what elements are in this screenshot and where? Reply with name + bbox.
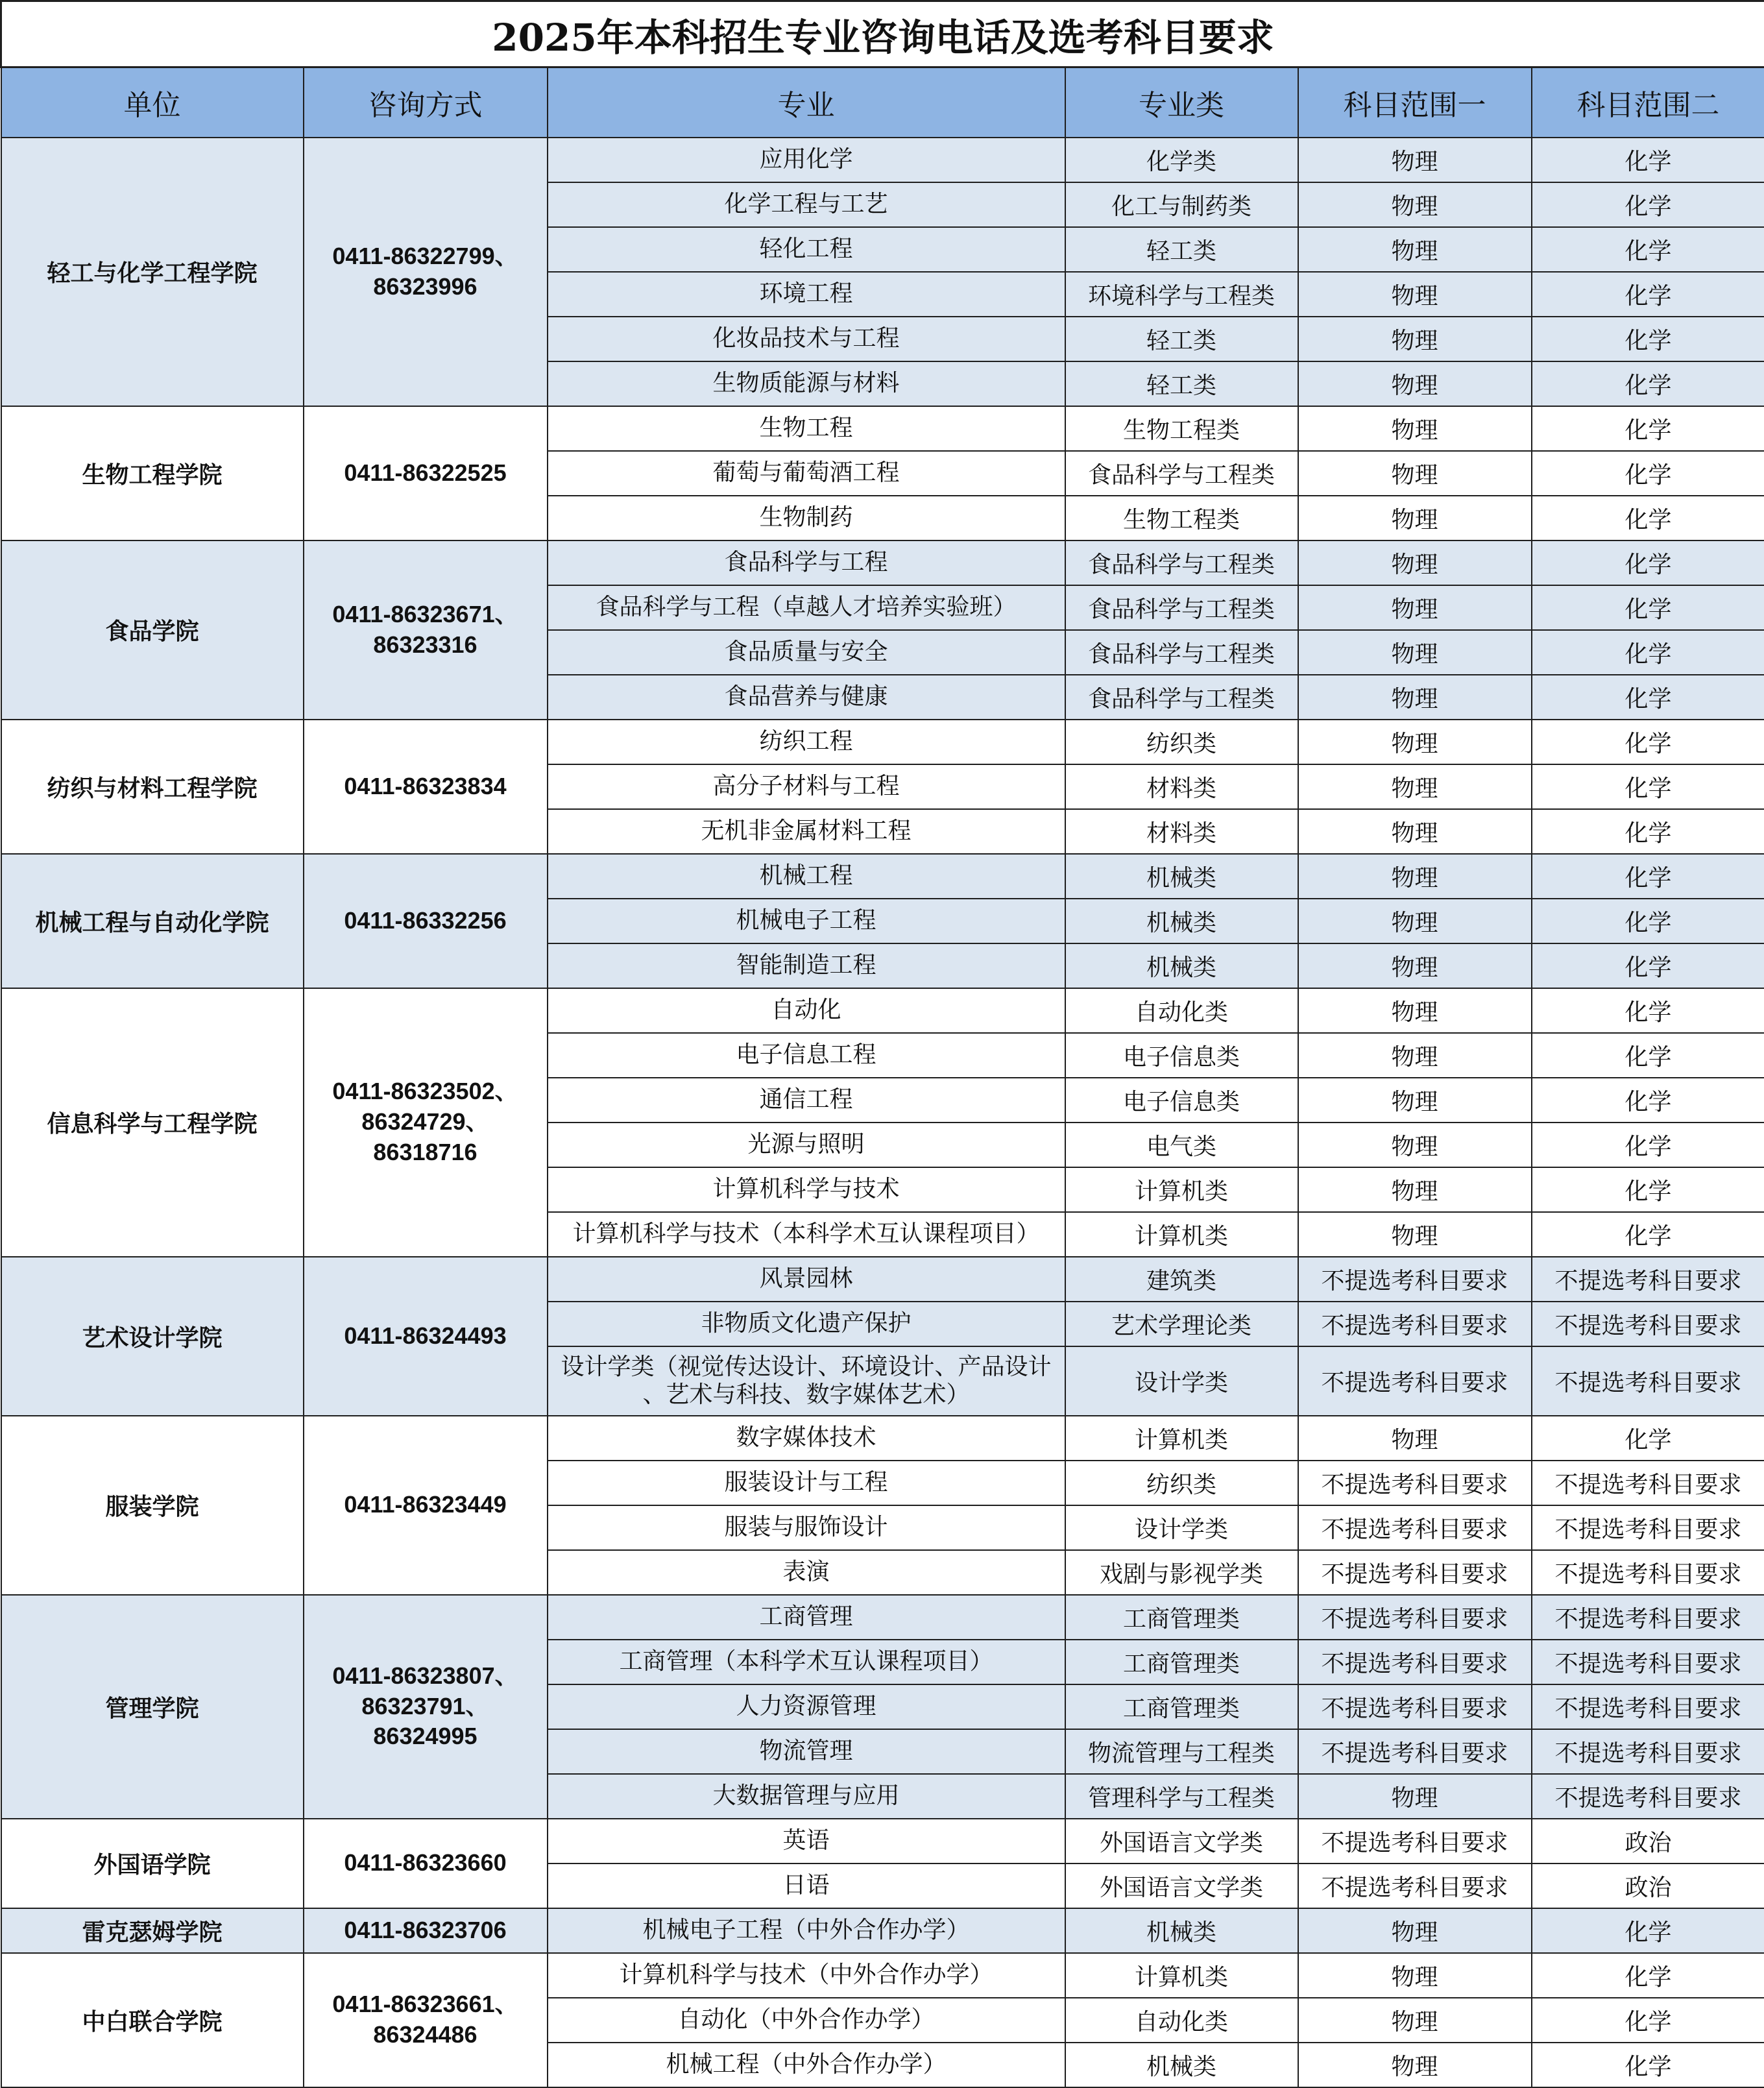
table-row bbox=[1, 1953, 1764, 1998]
major-cell: 通信工程 bbox=[548, 1078, 1065, 1123]
subject-2-cell: 化学 bbox=[1532, 496, 1764, 540]
major-cell: 食品质量与安全 bbox=[548, 630, 1065, 675]
subject-1-cell: 物理 bbox=[1298, 406, 1532, 451]
subject-1-cell: 物理 bbox=[1298, 227, 1532, 272]
phone-cell bbox=[304, 1595, 548, 1819]
subject-1-cell: 物理 bbox=[1298, 540, 1532, 585]
major-cell: 纺织工程 bbox=[548, 720, 1065, 764]
category-cell: 管理科学与工程类 bbox=[1065, 1774, 1298, 1819]
category-cell: 计算机类 bbox=[1065, 1416, 1298, 1461]
major-cell: 日语 bbox=[548, 1863, 1065, 1908]
subject-1-cell: 不提选考科目要求 bbox=[1298, 1684, 1532, 1729]
subject-2-cell: 化学 bbox=[1532, 540, 1764, 585]
phone-number: 86323996 bbox=[308, 272, 543, 302]
category-cell: 食品科学与工程类 bbox=[1065, 630, 1298, 675]
table-row bbox=[1, 1416, 1764, 1461]
phone-number: 0411-86323834 bbox=[308, 771, 543, 802]
subject-1-cell: 不提选考科目要求 bbox=[1298, 1595, 1532, 1640]
phone-number: 0411-86323671、 bbox=[308, 600, 543, 630]
subject-2-cell: 化学 bbox=[1532, 361, 1764, 406]
subject-2-cell: 化学 bbox=[1532, 317, 1764, 361]
subject-1-cell: 物理 bbox=[1298, 585, 1532, 630]
category-cell: 艺术学理论类 bbox=[1065, 1302, 1298, 1346]
phone-cell bbox=[304, 540, 548, 720]
subject-2-cell: 化学 bbox=[1532, 899, 1764, 943]
major-cell: 智能制造工程 bbox=[548, 943, 1065, 988]
subject-2-cell: 化学 bbox=[1532, 988, 1764, 1033]
major-cell: 机械电子工程 bbox=[548, 899, 1065, 943]
category-cell: 计算机类 bbox=[1065, 1212, 1298, 1257]
subject-1-cell: 物理 bbox=[1298, 182, 1532, 227]
phone-number: 0411-86322525 bbox=[308, 458, 543, 489]
major-cell: 数字媒体技术 bbox=[548, 1416, 1065, 1461]
category-cell: 外国语言文学类 bbox=[1065, 1863, 1298, 1908]
subject-1-cell: 不提选考科目要求 bbox=[1298, 1505, 1532, 1550]
major-cell: 环境工程 bbox=[548, 272, 1065, 317]
subject-2-cell: 不提选考科目要求 bbox=[1532, 1550, 1764, 1595]
unit-cell: 生物工程学院 bbox=[1, 406, 304, 540]
subject-1-cell: 不提选考科目要求 bbox=[1298, 1461, 1532, 1505]
subject-2-cell: 政治 bbox=[1532, 1819, 1764, 1863]
category-cell: 轻工类 bbox=[1065, 317, 1298, 361]
major-cell: 高分子材料与工程 bbox=[548, 764, 1065, 809]
major-cell: 机械工程 bbox=[548, 854, 1065, 899]
table-row bbox=[1, 854, 1764, 899]
table-row bbox=[1, 1257, 1764, 1302]
major-line: 设计学类（视觉传达设计、环境设计、产品设计 bbox=[552, 1353, 1061, 1381]
category-cell: 食品科学与工程类 bbox=[1065, 585, 1298, 630]
major-cell: 轻化工程 bbox=[548, 227, 1065, 272]
subject-1-cell: 物理 bbox=[1298, 675, 1532, 720]
major-cell: 表演 bbox=[548, 1550, 1065, 1595]
major-cell: 电子信息工程 bbox=[548, 1033, 1065, 1078]
subject-1-cell: 物理 bbox=[1298, 1212, 1532, 1257]
table-row bbox=[1, 1819, 1764, 1863]
subject-2-cell: 化学 bbox=[1532, 227, 1764, 272]
subject-1-cell: 物理 bbox=[1298, 272, 1532, 317]
subject-1-cell: 物理 bbox=[1298, 720, 1532, 764]
subject-1-cell: 物理 bbox=[1298, 138, 1532, 182]
subject-1-cell: 物理 bbox=[1298, 1416, 1532, 1461]
category-cell: 轻工类 bbox=[1065, 361, 1298, 406]
major-cell: 生物工程 bbox=[548, 406, 1065, 451]
phone-cell bbox=[304, 1908, 548, 1953]
category-cell: 食品科学与工程类 bbox=[1065, 451, 1298, 496]
subject-2-cell: 不提选考科目要求 bbox=[1532, 1774, 1764, 1819]
major-cell: 服装与服饰设计 bbox=[548, 1505, 1065, 1550]
subject-2-cell: 化学 bbox=[1532, 585, 1764, 630]
table-body bbox=[1, 138, 1764, 2087]
category-cell: 食品科学与工程类 bbox=[1065, 540, 1298, 585]
subject-2-cell: 不提选考科目要求 bbox=[1532, 1505, 1764, 1550]
subject-2-cell: 化学 bbox=[1532, 1953, 1764, 1998]
subject-2-cell: 化学 bbox=[1532, 1908, 1764, 1953]
subject-2-cell: 不提选考科目要求 bbox=[1532, 1684, 1764, 1729]
phone-number: 86318716 bbox=[308, 1137, 543, 1168]
subject-1-cell: 物理 bbox=[1298, 2043, 1532, 2087]
subject-1-cell: 不提选考科目要求 bbox=[1298, 1863, 1532, 1908]
subject-1-cell: 物理 bbox=[1298, 943, 1532, 988]
major-cell: 葡萄与葡萄酒工程 bbox=[548, 451, 1065, 496]
major-cell: 自动化（中外合作办学） bbox=[548, 1998, 1065, 2043]
category-cell: 生物工程类 bbox=[1065, 496, 1298, 540]
major-cell: 机械工程（中外合作办学） bbox=[548, 2043, 1065, 2087]
phone-number: 0411-86322799、 bbox=[308, 241, 543, 272]
subject-2-cell: 化学 bbox=[1532, 1998, 1764, 2043]
table-row bbox=[1, 540, 1764, 585]
major-cell: 大数据管理与应用 bbox=[548, 1774, 1065, 1819]
phone-number: 0411-86323706 bbox=[308, 1915, 543, 1946]
major-cell: 计算机科学与技术（中外合作办学） bbox=[548, 1953, 1065, 1998]
category-cell: 电子信息类 bbox=[1065, 1078, 1298, 1123]
subject-1-cell: 物理 bbox=[1298, 1998, 1532, 2043]
phone-number: 0411-86323449 bbox=[308, 1490, 543, 1520]
phone-number: 0411-86332256 bbox=[308, 906, 543, 936]
category-cell: 电气类 bbox=[1065, 1123, 1298, 1167]
subject-1-cell: 物理 bbox=[1298, 1908, 1532, 1953]
major-cell: 无机非金属材料工程 bbox=[548, 809, 1065, 854]
subject-2-cell: 化学 bbox=[1532, 1167, 1764, 1212]
phone-cell bbox=[304, 1819, 548, 1908]
subject-2-cell: 化学 bbox=[1532, 854, 1764, 899]
category-cell: 轻工类 bbox=[1065, 227, 1298, 272]
phone-cell bbox=[304, 406, 548, 540]
subject-2-cell: 不提选考科目要求 bbox=[1532, 1461, 1764, 1505]
category-cell: 物流管理与工程类 bbox=[1065, 1729, 1298, 1774]
category-cell: 外国语言文学类 bbox=[1065, 1819, 1298, 1863]
major-cell: 计算机科学与技术（本科学术互认课程项目） bbox=[548, 1212, 1065, 1257]
major-cell: 机械电子工程（中外合作办学） bbox=[548, 1908, 1065, 1953]
subject-1-cell: 物理 bbox=[1298, 361, 1532, 406]
subject-2-cell: 化学 bbox=[1532, 138, 1764, 182]
major-cell bbox=[548, 1346, 1065, 1416]
subject-2-cell: 不提选考科目要求 bbox=[1532, 1346, 1764, 1416]
subject-2-cell: 化学 bbox=[1532, 1123, 1764, 1167]
unit-cell: 机械工程与自动化学院 bbox=[1, 854, 304, 988]
subject-2-cell: 化学 bbox=[1532, 630, 1764, 675]
table-row bbox=[1, 406, 1764, 451]
subject-2-cell: 化学 bbox=[1532, 809, 1764, 854]
header-unit: 单位 bbox=[1, 67, 304, 138]
category-cell: 工商管理类 bbox=[1065, 1640, 1298, 1684]
category-cell: 设计学类 bbox=[1065, 1346, 1298, 1416]
category-cell: 纺织类 bbox=[1065, 720, 1298, 764]
category-cell: 材料类 bbox=[1065, 764, 1298, 809]
category-cell: 机械类 bbox=[1065, 943, 1298, 988]
category-cell: 计算机类 bbox=[1065, 1167, 1298, 1212]
header-major: 专业 bbox=[548, 67, 1065, 138]
subject-1-cell: 物理 bbox=[1298, 496, 1532, 540]
unit-cell: 食品学院 bbox=[1, 540, 304, 720]
major-cell: 生物质能源与材料 bbox=[548, 361, 1065, 406]
phone-cell bbox=[304, 720, 548, 854]
phone-number: 0411-86323661、 bbox=[308, 1989, 543, 2020]
category-cell: 电子信息类 bbox=[1065, 1033, 1298, 1078]
category-cell: 建筑类 bbox=[1065, 1257, 1298, 1302]
subject-2-cell: 不提选考科目要求 bbox=[1532, 1595, 1764, 1640]
subject-1-cell: 物理 bbox=[1298, 1033, 1532, 1078]
major-cell: 人力资源管理 bbox=[548, 1684, 1065, 1729]
page-title: 2025年本科招生专业咨询电话及选考科目要求 bbox=[1, 1, 1764, 67]
subject-1-cell: 物理 bbox=[1298, 1078, 1532, 1123]
category-cell: 自动化类 bbox=[1065, 988, 1298, 1033]
phone-number: 86324486 bbox=[308, 2020, 543, 2050]
subject-1-cell: 物理 bbox=[1298, 451, 1532, 496]
subject-2-cell: 化学 bbox=[1532, 720, 1764, 764]
subject-1-cell: 不提选考科目要求 bbox=[1298, 1550, 1532, 1595]
header-category: 专业类 bbox=[1065, 67, 1298, 138]
major-cell: 食品营养与健康 bbox=[548, 675, 1065, 720]
major-cell: 化学工程与工艺 bbox=[548, 182, 1065, 227]
subject-2-cell: 化学 bbox=[1532, 675, 1764, 720]
subject-1-cell: 物理 bbox=[1298, 1167, 1532, 1212]
major-cell: 光源与照明 bbox=[548, 1123, 1065, 1167]
subject-2-cell: 化学 bbox=[1532, 451, 1764, 496]
subject-1-cell: 不提选考科目要求 bbox=[1298, 1302, 1532, 1346]
category-cell: 食品科学与工程类 bbox=[1065, 675, 1298, 720]
subject-1-cell: 物理 bbox=[1298, 854, 1532, 899]
header-row bbox=[1, 67, 1764, 138]
major-cell: 英语 bbox=[548, 1819, 1065, 1863]
category-cell: 戏剧与影视学类 bbox=[1065, 1550, 1298, 1595]
category-cell: 机械类 bbox=[1065, 899, 1298, 943]
subject-1-cell: 物理 bbox=[1298, 809, 1532, 854]
subject-2-cell: 化学 bbox=[1532, 1033, 1764, 1078]
category-cell: 生物工程类 bbox=[1065, 406, 1298, 451]
unit-cell: 信息科学与工程学院 bbox=[1, 988, 304, 1257]
category-cell: 化学类 bbox=[1065, 138, 1298, 182]
subject-1-cell: 不提选考科目要求 bbox=[1298, 1346, 1532, 1416]
phone-number: 0411-86324493 bbox=[308, 1321, 543, 1352]
category-cell: 计算机类 bbox=[1065, 1953, 1298, 1998]
table-row bbox=[1, 988, 1764, 1033]
category-cell: 机械类 bbox=[1065, 2043, 1298, 2087]
category-cell: 机械类 bbox=[1065, 1908, 1298, 1953]
major-cell: 工商管理（本科学术互认课程项目） bbox=[548, 1640, 1065, 1684]
subject-2-cell: 不提选考科目要求 bbox=[1532, 1640, 1764, 1684]
subject-1-cell: 物理 bbox=[1298, 1774, 1532, 1819]
subject-2-cell: 化学 bbox=[1532, 1212, 1764, 1257]
category-cell: 机械类 bbox=[1065, 854, 1298, 899]
major-cell: 服装设计与工程 bbox=[548, 1461, 1065, 1505]
phone-number: 0411-86323502、 bbox=[308, 1076, 543, 1107]
unit-cell: 外国语学院 bbox=[1, 1819, 304, 1908]
phone-number: 0411-86323807、 bbox=[308, 1661, 543, 1692]
subject-2-cell: 化学 bbox=[1532, 182, 1764, 227]
major-cell: 风景园林 bbox=[548, 1257, 1065, 1302]
major-cell: 物流管理 bbox=[548, 1729, 1065, 1774]
subject-1-cell: 物理 bbox=[1298, 630, 1532, 675]
table-row bbox=[1, 1908, 1764, 1953]
subject-1-cell: 不提选考科目要求 bbox=[1298, 1729, 1532, 1774]
table-row bbox=[1, 1595, 1764, 1640]
phone-cell bbox=[304, 138, 548, 406]
category-cell: 自动化类 bbox=[1065, 1998, 1298, 2043]
subject-1-cell: 不提选考科目要求 bbox=[1298, 1819, 1532, 1863]
phone-cell bbox=[304, 1416, 548, 1595]
unit-cell: 雷克瑟姆学院 bbox=[1, 1908, 304, 1953]
subject-2-cell: 化学 bbox=[1532, 272, 1764, 317]
major-cell: 生物制药 bbox=[548, 496, 1065, 540]
unit-cell: 管理学院 bbox=[1, 1595, 304, 1819]
header-subject-1: 科目范围一 bbox=[1298, 67, 1532, 138]
header-subject-2: 科目范围二 bbox=[1532, 67, 1764, 138]
major-cell: 应用化学 bbox=[548, 138, 1065, 182]
major-cell: 自动化 bbox=[548, 988, 1065, 1033]
subject-1-cell: 不提选考科目要求 bbox=[1298, 1640, 1532, 1684]
subject-2-cell: 化学 bbox=[1532, 943, 1764, 988]
header-contact: 咨询方式 bbox=[304, 67, 548, 138]
table-row bbox=[1, 720, 1764, 764]
subject-2-cell: 化学 bbox=[1532, 764, 1764, 809]
table-row bbox=[1, 138, 1764, 182]
subject-1-cell: 物理 bbox=[1298, 988, 1532, 1033]
major-cell: 计算机科学与技术 bbox=[548, 1167, 1065, 1212]
major-cell: 化妆品技术与工程 bbox=[548, 317, 1065, 361]
phone-cell bbox=[304, 1953, 548, 2087]
major-cell: 食品科学与工程 bbox=[548, 540, 1065, 585]
major-cell: 非物质文化遗产保护 bbox=[548, 1302, 1065, 1346]
category-cell: 环境科学与工程类 bbox=[1065, 272, 1298, 317]
subject-1-cell: 不提选考科目要求 bbox=[1298, 1257, 1532, 1302]
phone-number: 86323791、 bbox=[308, 1692, 543, 1722]
subject-2-cell: 政治 bbox=[1532, 1863, 1764, 1908]
category-cell: 工商管理类 bbox=[1065, 1595, 1298, 1640]
major-line: 、艺术与科技、数字媒体艺术） bbox=[552, 1381, 1061, 1409]
phone-cell bbox=[304, 1257, 548, 1416]
major-cell: 工商管理 bbox=[548, 1595, 1065, 1640]
subject-2-cell: 化学 bbox=[1532, 406, 1764, 451]
subject-2-cell: 化学 bbox=[1532, 2043, 1764, 2087]
major-cell: 食品科学与工程（卓越人才培养实验班） bbox=[548, 585, 1065, 630]
subject-2-cell: 不提选考科目要求 bbox=[1532, 1729, 1764, 1774]
unit-cell: 中白联合学院 bbox=[1, 1953, 304, 2087]
subject-1-cell: 物理 bbox=[1298, 1123, 1532, 1167]
phone-number: 0411-86323660 bbox=[308, 1848, 543, 1878]
subject-1-cell: 物理 bbox=[1298, 317, 1532, 361]
category-cell: 材料类 bbox=[1065, 809, 1298, 854]
phone-number: 86324995 bbox=[308, 1721, 543, 1752]
category-cell: 工商管理类 bbox=[1065, 1684, 1298, 1729]
unit-cell: 服装学院 bbox=[1, 1416, 304, 1595]
category-cell: 纺织类 bbox=[1065, 1461, 1298, 1505]
subject-2-cell: 不提选考科目要求 bbox=[1532, 1302, 1764, 1346]
unit-cell: 纺织与材料工程学院 bbox=[1, 720, 304, 854]
subject-1-cell: 物理 bbox=[1298, 764, 1532, 809]
category-cell: 化工与制药类 bbox=[1065, 182, 1298, 227]
unit-cell: 艺术设计学院 bbox=[1, 1257, 304, 1416]
subject-1-cell: 物理 bbox=[1298, 899, 1532, 943]
phone-cell bbox=[304, 988, 548, 1257]
phone-number: 86324729、 bbox=[308, 1107, 543, 1137]
category-cell: 设计学类 bbox=[1065, 1505, 1298, 1550]
phone-number: 86323316 bbox=[308, 630, 543, 661]
subject-2-cell: 化学 bbox=[1532, 1416, 1764, 1461]
subject-2-cell: 不提选考科目要求 bbox=[1532, 1257, 1764, 1302]
phone-cell bbox=[304, 854, 548, 988]
subject-2-cell: 化学 bbox=[1532, 1078, 1764, 1123]
subject-1-cell: 物理 bbox=[1298, 1953, 1532, 1998]
unit-cell: 轻工与化学工程学院 bbox=[1, 138, 304, 406]
